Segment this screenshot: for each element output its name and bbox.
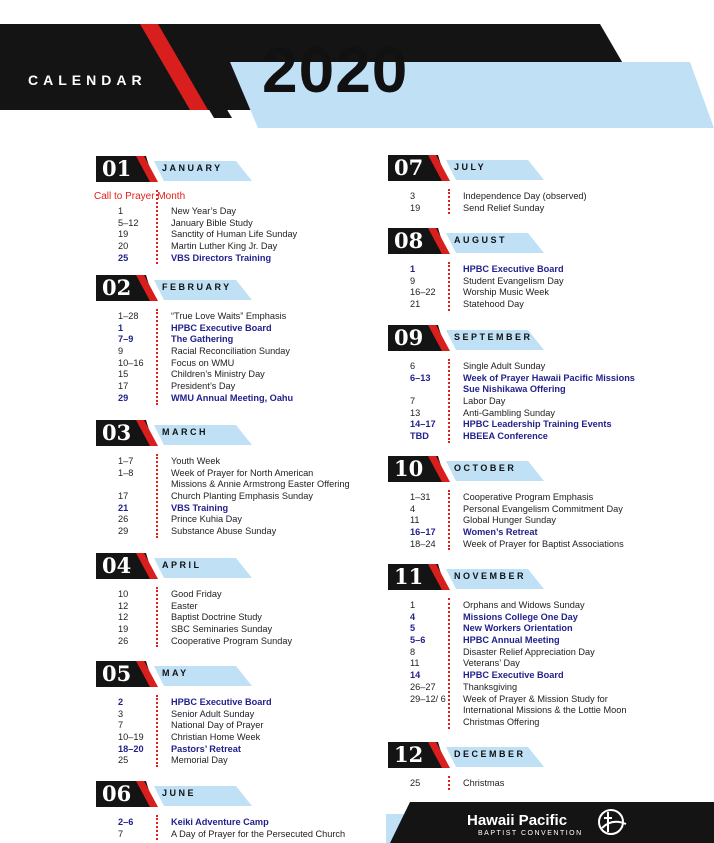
event-title: Student Evangelism Day (463, 275, 564, 286)
event-title: Worship Music Week (463, 287, 549, 298)
event-title: HPBC Executive Board (171, 322, 272, 333)
event-title: Substance Abuse Sunday (171, 526, 277, 537)
event-row (388, 682, 668, 694)
event-date: 29 (118, 526, 129, 537)
event-row (388, 504, 668, 516)
event-date: 16–22 (410, 287, 436, 298)
month-number: 10 (394, 456, 424, 481)
event-row (96, 253, 376, 265)
month-october (388, 456, 668, 550)
event-date: 21 (118, 502, 129, 513)
event-row (96, 479, 376, 491)
event-title: Disaster Relief Appreciation Day (463, 646, 595, 657)
event-title: HPBC Executive Board (463, 264, 564, 274)
event-row (388, 264, 668, 276)
event-row (388, 647, 668, 659)
event-date: 25 (118, 252, 129, 263)
event-row (96, 229, 376, 241)
event-row (388, 612, 668, 624)
event-title: Labor Day (463, 396, 506, 407)
event-list (388, 600, 668, 729)
event-date: 16–17 (410, 527, 436, 538)
event-title: Week of Prayer for Baptist Associations (463, 538, 624, 549)
event-date: 12 (118, 612, 129, 623)
event-row (388, 658, 668, 670)
event-title: Thanksgiving (463, 681, 518, 692)
convention-logo-icon (596, 806, 630, 838)
event-title: SBC Seminaries Sunday (171, 624, 273, 635)
event-date: 12 (118, 600, 129, 611)
event-row (96, 334, 376, 346)
event-title: VBS Directors Training (171, 252, 272, 263)
month-header (388, 325, 668, 351)
event-date: 5–6 (410, 635, 426, 646)
month-number: 05 (102, 661, 132, 686)
event-list (96, 817, 376, 840)
month-name: MARCH (162, 427, 208, 437)
event-row (388, 705, 668, 717)
event-title: Children’s Ministry Day (171, 369, 265, 380)
event-date: 10–16 (118, 357, 144, 368)
event-row (388, 191, 668, 203)
event-row (96, 311, 376, 323)
event-date: 25 (410, 778, 421, 788)
event-date: 9 (410, 275, 416, 286)
event-date: 7 (118, 828, 124, 839)
event-title: Christmas (463, 778, 505, 788)
month-number: 06 (102, 781, 132, 806)
event-date: 2 (118, 697, 124, 707)
event-row (388, 384, 668, 396)
event-date: 10 (118, 589, 129, 599)
event-row (388, 492, 668, 504)
year-title: 2020 (262, 34, 409, 106)
event-row (96, 817, 376, 829)
event-row (388, 408, 668, 420)
event-title: Global Hunger Sunday (463, 515, 556, 526)
month-number: 02 (102, 275, 132, 300)
month-number: 12 (394, 742, 424, 767)
event-date: 4 (410, 611, 416, 622)
event-date: 15 (118, 369, 129, 380)
event-row (388, 299, 668, 311)
event-title: Christmas Offering (463, 716, 540, 727)
event-row (388, 527, 668, 539)
event-row (96, 636, 376, 648)
event-row (388, 694, 668, 706)
event-title: WMU Annual Meeting, Oahu (171, 392, 294, 403)
event-title: Focus on WMU (171, 357, 235, 368)
event-row (388, 717, 668, 729)
event-date: 6 (410, 361, 416, 371)
event-title: “True Love Waits” Emphasis (171, 311, 287, 321)
event-title: January Bible Study (171, 217, 253, 228)
event-row (96, 206, 376, 218)
event-date: 8 (410, 646, 416, 657)
event-row (96, 358, 376, 370)
event-row (96, 624, 376, 636)
event-row (96, 491, 376, 503)
event-title: Women’s Retreat (463, 527, 538, 538)
event-date: 2–6 (118, 817, 134, 827)
event-date: 11 (410, 658, 420, 669)
event-date: 5 (410, 623, 416, 634)
event-date: 1 (410, 600, 416, 610)
month-name: AUGUST (454, 235, 507, 245)
event-title: HPBC Leadership Training Events (463, 419, 612, 430)
month-number: 04 (102, 553, 132, 578)
event-title: Sue Nishikawa Offering (463, 384, 566, 395)
month-name: JUNE (162, 788, 197, 798)
month-note: Call to Prayer Month (94, 191, 186, 202)
event-title: Missions & Annie Armstrong Easter Offering (171, 479, 350, 490)
month-march (96, 420, 376, 538)
event-date: 17 (118, 491, 129, 502)
month-name: JANUARY (162, 163, 223, 173)
event-date: 1–8 (118, 467, 134, 478)
month-header (96, 275, 376, 301)
month-number: 11 (394, 564, 424, 589)
month-header (96, 420, 376, 446)
event-date: 3 (410, 191, 416, 201)
event-title: Good Friday (171, 589, 222, 599)
event-title: Church Planting Emphasis Sunday (171, 491, 313, 502)
event-date: 6–13 (410, 372, 431, 383)
event-title: HBEEA Conference (463, 431, 548, 442)
event-row (96, 709, 376, 721)
event-row (96, 456, 376, 468)
event-row (96, 393, 376, 405)
event-title: Veterans’ Day (463, 658, 520, 669)
event-row (388, 539, 668, 551)
event-title: Martin Luther King Jr. Day (171, 241, 278, 252)
month-name: MAY (162, 668, 189, 678)
month-february (96, 275, 376, 405)
month-name: FEBRUARY (162, 282, 232, 292)
event-list (388, 191, 668, 214)
event-title: Week of Prayer for North American (171, 467, 314, 478)
event-row (388, 670, 668, 682)
event-date: 7 (410, 396, 416, 407)
event-title: Racial Reconciliation Sunday (171, 346, 290, 357)
event-row (388, 396, 668, 408)
event-row (96, 241, 376, 253)
event-list (388, 492, 668, 550)
event-list (96, 192, 376, 264)
event-date: 14 (410, 670, 421, 681)
event-row (388, 431, 668, 443)
event-list (388, 778, 668, 790)
event-date: 13 (410, 407, 421, 418)
event-title: New Year’s Day (171, 206, 237, 216)
event-row (388, 623, 668, 635)
event-list (388, 361, 668, 443)
event-date: 20 (118, 241, 129, 252)
event-row (388, 287, 668, 299)
event-title: National Day of Prayer (171, 720, 264, 731)
event-date: 21 (410, 299, 421, 310)
event-row (96, 744, 376, 756)
event-row (388, 635, 668, 647)
event-list (96, 311, 376, 405)
month-name: APRIL (162, 560, 202, 570)
month-number: 08 (394, 228, 424, 253)
event-title: Christian Home Week (171, 732, 261, 743)
event-row (96, 218, 376, 230)
month-header (96, 781, 376, 807)
event-date: 3 (118, 708, 124, 719)
org-name: Hawaii Pacific (467, 812, 568, 829)
month-name: SEPTEMBER (454, 332, 533, 342)
event-date: 19 (410, 202, 421, 213)
event-title: Keiki Adventure Camp (171, 817, 269, 827)
event-date: 17 (118, 381, 129, 392)
event-date: 4 (410, 503, 416, 514)
event-title: Send Relief Sunday (463, 202, 545, 213)
event-date: 29–12/ 6 (410, 693, 446, 704)
event-row (388, 515, 668, 527)
event-title: International Missions & the Lottie Moon (463, 705, 627, 716)
event-title: Pastors’ Retreat (171, 743, 241, 754)
event-date: 5–12 (118, 217, 139, 228)
event-date: 26 (118, 635, 129, 646)
month-april (96, 553, 376, 647)
event-title: Prince Kuhia Day (171, 514, 242, 525)
event-row (96, 589, 376, 601)
event-row (96, 468, 376, 480)
month-header (96, 156, 376, 182)
event-date: TBD (410, 431, 429, 442)
event-title: Youth Week (171, 456, 221, 466)
event-title: Statehood Day (463, 299, 524, 310)
month-august (388, 228, 668, 311)
event-row (96, 381, 376, 393)
event-date: 9 (118, 346, 124, 357)
month-december (388, 742, 668, 790)
event-row (96, 755, 376, 767)
month-name: JULY (454, 162, 487, 172)
event-title: HPBC Annual Meeting (463, 635, 560, 646)
event-title: Personal Evangelism Commitment Day (463, 503, 623, 514)
calendar-title: CALENDAR (28, 72, 147, 88)
event-row (96, 514, 376, 526)
event-row (388, 373, 668, 385)
event-row (96, 369, 376, 381)
event-date: 7 (118, 720, 124, 731)
event-title: Cooperative Program Sunday (171, 635, 293, 646)
event-title: Independence Day (observed) (463, 191, 587, 201)
event-row (96, 526, 376, 538)
month-name: NOVEMBER (454, 571, 527, 581)
event-date: 1–28 (118, 311, 139, 321)
event-date: 26 (118, 514, 129, 525)
event-date: 11 (410, 515, 420, 526)
event-row (388, 203, 668, 215)
event-title: Missions College One Day (463, 611, 578, 622)
event-title: Week of Prayer Hawaii Pacific Missions (463, 372, 635, 383)
month-name: DECEMBER (454, 749, 526, 759)
month-number: 09 (394, 325, 424, 350)
event-date: 19 (118, 229, 129, 240)
event-row (96, 720, 376, 732)
event-row (388, 600, 668, 612)
event-title: A Day of Prayer for the Persecuted Church (171, 828, 346, 839)
event-row (96, 601, 376, 613)
event-title: Single Adult Sunday (463, 361, 546, 371)
event-list (96, 456, 376, 538)
month-header (388, 228, 668, 254)
event-title: Anti-Gambling Sunday (463, 407, 555, 418)
month-header (388, 456, 668, 482)
event-date: 29 (118, 392, 129, 403)
event-row (388, 419, 668, 431)
month-header (96, 661, 376, 687)
event-row (96, 346, 376, 358)
event-list (96, 697, 376, 767)
event-title: Week of Prayer & Mission Study for (463, 693, 608, 704)
event-date: 14–17 (410, 419, 436, 430)
month-number: 07 (394, 155, 424, 180)
month-number: 03 (102, 420, 132, 445)
event-row (96, 697, 376, 709)
event-title: Orphans and Widows Sunday (463, 600, 585, 610)
event-date: 26–27 (410, 681, 436, 692)
month-january (96, 156, 376, 264)
event-title: The Gathering (171, 334, 234, 345)
event-date: 1–31 (410, 492, 431, 502)
month-may (96, 661, 376, 767)
event-title: HPBC Executive Board (463, 670, 564, 681)
event-date: 1 (118, 206, 124, 216)
event-title: Sanctity of Human Life Sunday (171, 229, 298, 240)
event-title: Baptist Doctrine Study (171, 612, 262, 623)
event-row (388, 361, 668, 373)
month-header (388, 742, 668, 768)
event-row (96, 503, 376, 515)
event-row (96, 829, 376, 841)
event-title: Senior Adult Sunday (171, 708, 255, 719)
month-header (388, 564, 668, 590)
event-date: 18–20 (118, 743, 144, 754)
month-number: 01 (102, 156, 132, 181)
event-date: 7–9 (118, 334, 134, 345)
month-header (96, 553, 376, 579)
event-date: 19 (118, 624, 129, 635)
event-date: 10–19 (118, 732, 144, 743)
event-date: 1 (410, 264, 416, 274)
event-title: New Workers Orientation (463, 623, 573, 634)
month-name: OCTOBER (454, 463, 517, 473)
event-date: 25 (118, 755, 129, 766)
event-title: Memorial Day (171, 755, 228, 766)
month-november (388, 564, 668, 729)
event-row (96, 732, 376, 744)
month-header (388, 155, 668, 181)
event-title: VBS Training (171, 502, 229, 513)
event-row (96, 612, 376, 624)
event-date: 1 (118, 322, 124, 333)
event-title: President’s Day (171, 381, 236, 392)
event-row (388, 276, 668, 288)
event-title: Cooperative Program Emphasis (463, 492, 594, 502)
event-row (388, 778, 668, 790)
month-june (96, 781, 376, 840)
event-list (388, 264, 668, 311)
org-subtitle: BAPTIST CONVENTION (478, 830, 583, 837)
event-title: Easter (171, 600, 198, 611)
month-september (388, 325, 668, 443)
event-title: HPBC Executive Board (171, 697, 272, 707)
event-date: 1–7 (118, 456, 134, 466)
event-date: 18–24 (410, 538, 436, 549)
month-july (388, 155, 668, 214)
event-list (96, 589, 376, 647)
event-row (96, 323, 376, 335)
